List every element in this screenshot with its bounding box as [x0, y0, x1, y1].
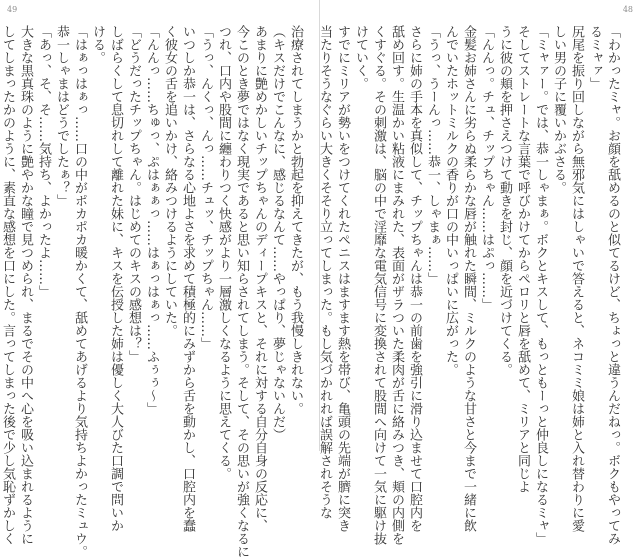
- right-text-line: そしてストレートな言葉で呼びかけてからペロリと唇を舐めて、ミリアと同じよ: [515, 25, 530, 493]
- left-page-number: 49: [7, 5, 18, 14]
- right-text-line: 尻尾を振り回しながら無邪気にはしゃいで答えると、ネコミミ娘は姉と入れ替わりに愛: [569, 25, 584, 532]
- right-page-number: 48: [622, 5, 633, 14]
- right-text-line: けていく。: [353, 25, 368, 90]
- left-page-vertical-text: [0, 25, 304, 558]
- left-text-line: 「はぁっはぁっ……口の中がポカポカ暖かくて、舐めてあげるより気持ちよかったミュウ。: [72, 25, 87, 558]
- right-text-line: 「わかったミャ。お顔を舐めるのと似てるけど、ちょっと違うんだねっ。ボクもやってみ: [605, 25, 620, 545]
- right-text-line: 当たりそうなぐらい大きくそそり立ってしまった。もし気づかれれば誤解されそうな: [317, 25, 332, 519]
- right-text-line: るミャァ」: [587, 25, 602, 90]
- right-text-line: 金髪お姉さんに劣らぬ柔らかな唇が触れた瞬間、ミルクのような甘さと今まで一緒に飲: [461, 25, 476, 532]
- left-text-line: ける。: [90, 25, 105, 64]
- right-page-vertical-text: [317, 25, 621, 545]
- left-text-line: つれ、口内や股間に纏わりつく快感がより一層激しくなるように思えてくる。: [216, 25, 231, 480]
- right-text-line: 「ミャァー。では、恭一しゃまぁ。ボクとキスして、もっともーっと仲良しになるミャ」: [533, 25, 548, 545]
- left-text-line: 「んんっ……ちゅっ、ぷはぁぁっ……はぁっはぁっ……ふぅぅ～」: [144, 25, 159, 415]
- right-text-line: 「んんっ。チュ、チップちゃん……はぷっ……」: [479, 25, 494, 311]
- left-text-line: 「うっ、んくっ、んっ……チュッ、チップちゃん……」: [198, 25, 213, 350]
- right-text-line: 舐め回す。生温かい粘液にまみれた、表面がザラついた柔肉が舌に絡みつき、頬の内側を: [389, 25, 404, 545]
- left-text-line: （キスだけでこんなに、感じるなんて……やっぱり、夢じゃないんだ）: [270, 25, 285, 441]
- left-text-line: 「あっ、そ、そ……気持ち、よかったよ……」: [36, 25, 51, 298]
- right-text-line: 「うっ、うーんっ……恭一、しゃまぁ……」: [425, 25, 440, 285]
- left-text-line: あまりに艶めかしいチップちゃんのディープキスと、それに対する自分自身の反応に、: [252, 25, 267, 532]
- left-text-line: いつしか恭一は、さらなる心地よさを求めて積極的にみずから舌を動かし、口腔内を蠢: [180, 25, 195, 532]
- left-text-line: 恭一しゃまはどうでしたぁ？」: [54, 25, 69, 207]
- left-text-line: 「どうだったチップちゃん。はじめてのキスの感想は？」: [126, 25, 141, 363]
- right-text-line: うに彼の頬を押さえつけて動きを封じ、顔を近づけてくる。: [497, 25, 512, 376]
- left-text-line: してしまったかのように、素直な感想を口にした。言ってしまった後で少し気恥ずかしく: [0, 25, 15, 545]
- left-text-line: 大きな黒真珠のように艶やかな瞳で見つめられ、まるでその中へ心を吸い込まれるように: [18, 25, 33, 545]
- right-text-line: しい男の子に覆いかぶさる。: [551, 25, 566, 194]
- left-text-line: 今このとき夢ではなく現実であると思い知らされてしまう。そして、その思いが強くなるに: [234, 25, 249, 558]
- right-text-line: くすぐる。その刺激は、脳の中で淫靡な電気信号に変換されて股間へ向けて一気に駆け抜: [371, 25, 386, 545]
- left-text-line: く彼女の舌を追いかけ、絡みつけるようにしていた。: [162, 25, 177, 337]
- right-text-line: んでいたホットミルクの香りが口の中いっぱいに広がった。: [443, 25, 458, 376]
- right-text-line: さらに姉の手本を真似して、チップちゃんは恭一の前歯を強引に滑り込ませて口腔内を: [407, 25, 422, 532]
- right-page: [317, 0, 640, 545]
- left-text-line: しばらくして息切れして離れた妹に、キスを伝授した姉は優しく大人びた口調で問いか: [108, 25, 123, 532]
- left-text-line: 治療されてしまうかと勃起を抑えてきたが、もう我慢しきれない。: [288, 25, 303, 415]
- right-text-line: すでにミリアが勢いをつけてくれたペニスはますます熱を帯び、亀頭の先端が臍に突き: [335, 25, 350, 532]
